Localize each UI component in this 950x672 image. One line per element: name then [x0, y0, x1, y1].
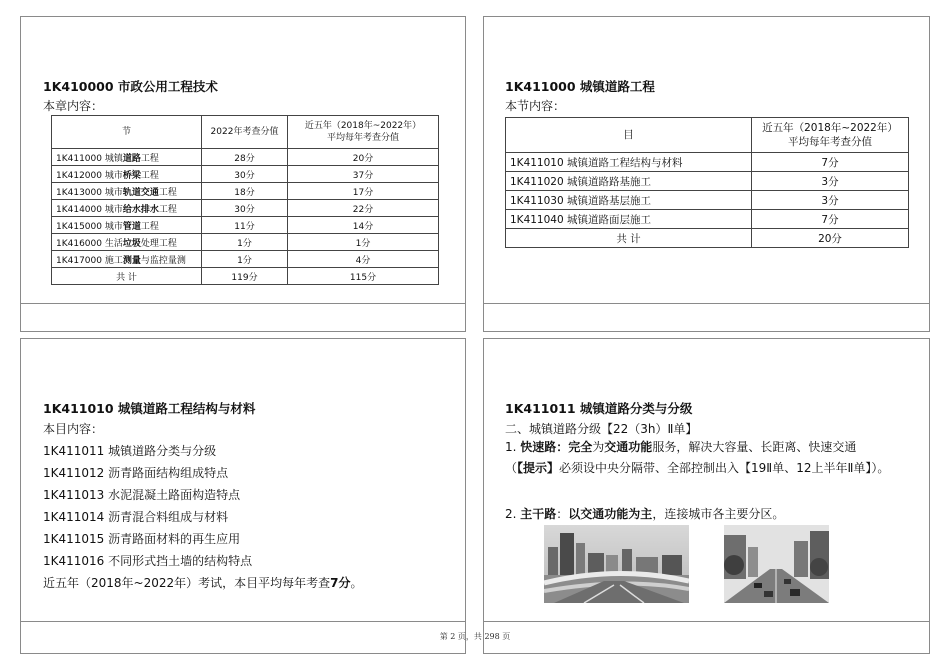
- slide-road-classification: [483, 338, 930, 654]
- slide-footer-line: [21, 621, 465, 622]
- paragraph-expressway: 1. 快速路：完全为交通功能服务，解决大容量、长距离、快速交通（【提示】必须设中央分隔带、全部控制出入【19Ⅱ单、12上半年Ⅱ单】）。: [505, 440, 890, 475]
- section-heading: 二、城镇道路分级【22（3h）Ⅱ单】: [505, 422, 698, 436]
- summary-text: 近五年（2018年~2022年）考试，本目平均每年考查7分。: [43, 576, 363, 590]
- slide-footer-line: [484, 621, 929, 622]
- slide-subtitle: 本节内容：: [505, 99, 566, 113]
- table-row: 1K412000 城市桥梁工程 30分 37分: [52, 166, 439, 183]
- list-item: 1K411015 沥青路面材料的再生应用: [43, 532, 241, 546]
- expressway-photo: [544, 525, 689, 603]
- page-number: 第 2 页，共 298 页: [439, 632, 511, 641]
- list-item: 1K411016 不同形式挡土墙的结构特点: [43, 554, 253, 568]
- chapter-score-table: [51, 115, 439, 285]
- header-five-year: 近五年（2018年~2022年） 平均每年考查分值: [288, 116, 439, 149]
- list-item: 1K411013 水泥混凝土路面构造特点: [43, 488, 241, 502]
- slide-subtitle: 本目内容：: [43, 422, 104, 436]
- table-row: 1K411040 城镇道路面层施工 7分: [506, 210, 909, 229]
- slide-subtitle: 本章内容：: [43, 99, 104, 113]
- paragraph-arterial: 2. 主干路：以交通功能为主，连接城市各主要分区。: [505, 507, 785, 521]
- slide-item-overview: [20, 338, 466, 654]
- table-row: 1K417000 施工测量与监控量测 1分 4分: [52, 251, 439, 268]
- table-row: 1K411000 城镇道路工程 28分 20分: [52, 149, 439, 166]
- table-row: 1K411020 城镇道路路基施工 3分: [506, 172, 909, 191]
- slide-chapter-overview: [20, 16, 466, 332]
- table-total-row: 共 计 119分 115分: [52, 268, 439, 285]
- header-section: 节: [52, 116, 202, 149]
- slide-title: 1K411011 城镇道路分类与分级: [505, 401, 693, 416]
- table-row: 1K415000 城市管道工程 11分 14分: [52, 217, 439, 234]
- slide-title: 1K410000 市政公用工程技术: [43, 79, 218, 94]
- slide-title: 1K411010 城镇道路工程结构与材料: [43, 401, 256, 416]
- header-five-year: 近五年（2018年~2022年） 平均每年考查分值: [752, 118, 909, 153]
- table-row: 1K411010 城镇道路工程结构与材料 7分: [506, 153, 909, 172]
- list-item: 1K411012 沥青路面结构组成特点: [43, 466, 229, 480]
- list-item: 1K411014 沥青混合料组成与材料: [43, 510, 229, 524]
- header-item: 目: [506, 118, 752, 153]
- list-item: 1K411011 城镇道路分类与分级: [43, 444, 217, 458]
- slide-footer-line: [484, 303, 929, 304]
- arterial-road-photo: [724, 525, 829, 603]
- table-row: 1K413000 城市轨道交通工程 18分 17分: [52, 183, 439, 200]
- slide-footer-line: [21, 303, 465, 304]
- slide-title: 1K411000 城镇道路工程: [505, 79, 655, 94]
- table-header-row: [506, 118, 909, 153]
- slide-section-overview: [483, 16, 930, 332]
- table-header-row: [52, 116, 439, 149]
- header-2022: 2022年考查分值: [202, 116, 288, 149]
- table-total-row: 共 计 20分: [506, 229, 909, 248]
- section-score-table: [505, 117, 909, 248]
- table-row: 1K416000 生活垃圾处理工程 1分 1分: [52, 234, 439, 251]
- table-row: 1K414000 城市给水排水工程 30分 22分: [52, 200, 439, 217]
- table-row: 1K411030 城镇道路基层施工 3分: [506, 191, 909, 210]
